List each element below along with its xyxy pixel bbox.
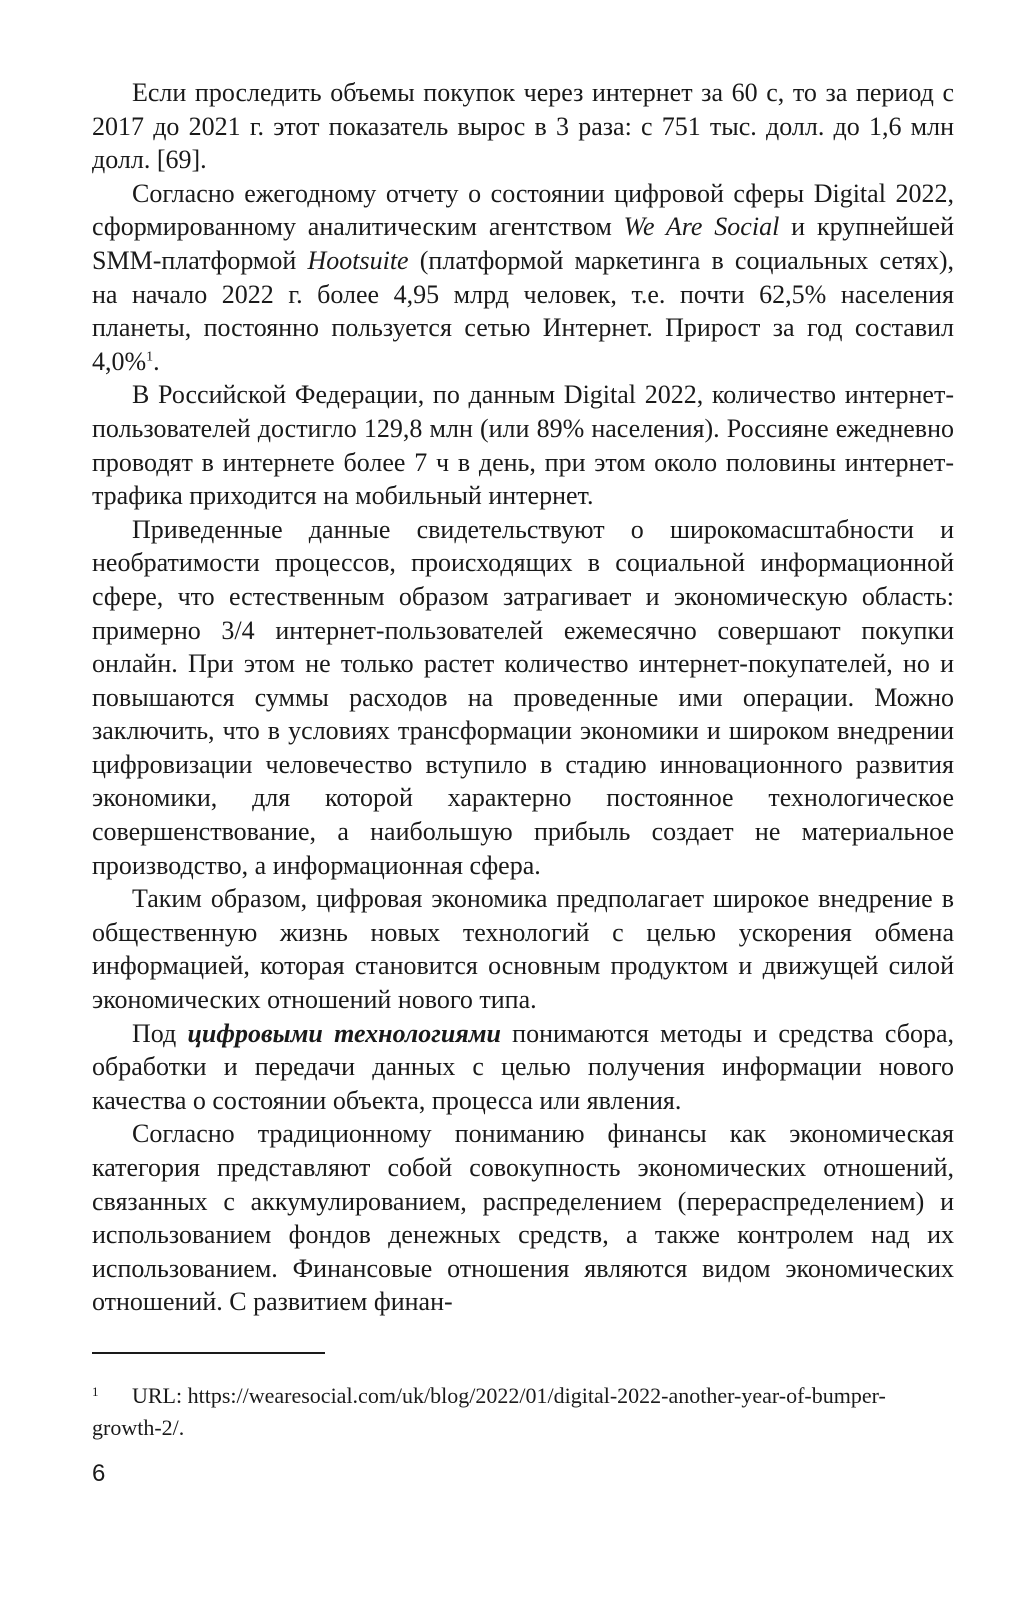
paragraph-1: Если проследить объемы покупок через интернет за 60 с, то за период с 2017 до 2021 г. этот показатель вырос в 3 раза: с 751 тыс. долл. до 1,6 млн долл. [69]. <box>92 78 954 175</box>
paragraph-2-text-c: и крупнейшей SMM-платформой <box>92 212 954 275</box>
paragraph-2-text-e: (платформой маркетинга в социальных сетях), на начало 2022 г. более 4,95 млрд человек, т.е. почти 62,5% населения планеты, постоянно пользуется сетью Интернет. Прирост за год составил 4,0% <box>92 245 954 376</box>
footnote-number: 1 <box>92 1384 99 1399</box>
paragraph-2-text-a: Согласно ежегодному отчету о состоянии цифровой сферы Digital 2022, сформированному аналитическим агентством <box>92 178 954 242</box>
footnote-divider <box>92 1352 325 1354</box>
page-number: 6 <box>92 1460 106 1487</box>
hootsuite-name: Hootsuite <box>307 245 409 275</box>
paragraph-6 <box>92 1017 954 1118</box>
term-digital-technologies: цифровыми технологиями <box>187 1018 501 1048</box>
paragraph-5: Таким образом, цифровая экономика предполагает широкое внедрение в общественную жизнь новых технологий с целью ускорения обмена информацией, которая становится основным продуктом и движущей силой экономических отношений нового типа. <box>92 884 954 1015</box>
paragraph-6-text-a: Под <box>132 1018 188 1048</box>
paragraph-3: В Российской Федерации, по данным Digital 2022, количество интернет-пользователей достигло 129,8 млн (или 89% населения). Россияне ежедневно проводят в интернете более 7 ч в день, при этом около половины интернет-трафика приходится на мобильный интернет. <box>92 380 954 511</box>
footnote-reference[interactable]: 1 <box>146 349 154 365</box>
paragraph-2 <box>92 177 954 379</box>
page-body <box>92 76 954 1319</box>
paragraph-6-text-c: понимаются методы и средства сбора, обработки и передачи данных с целью получения информации нового качества о состоянии объекта, процесса или явления. <box>92 1018 954 1115</box>
paragraph-7: Согласно традиционному пониманию финансы как экономическая категория представляют собой совокупность экономических отношений, связанных с аккумулированием, распределением (перераспределением) и использованием фондов денежных средств, а также контролем над их использованием. Финансовые отношения являются видом экономических отношений. С развитием финан- <box>92 1119 954 1317</box>
we-are-social-name: We Are Social <box>623 212 780 242</box>
paragraph-2-text-f: . <box>153 346 160 376</box>
footnote <box>92 1380 954 1444</box>
paragraph-4: Приведенные данные свидетельствуют о широкомасштабности и необратимости процессов, происходящих в социальной информационной сфере, что естественным образом затрагивает и экономическую область: примерно 3/4 интернет-пользователей ежемесячно совершают покупки онлайн. При этом не только растет количество интернет-покупателей, но и повышаются суммы расходов на проведенные ими операции. Можно заключить, что в условиях трансформации экономики и широком внедрении цифровизации человечество вступило в стадию инновационного развития экономики, для которой характерно постоянное технологическое совершенствование, а наибольшую прибыль создает не материальное производство, а информационная сфера. <box>92 514 954 880</box>
footnote-text[interactable]: URL: https://wearesocial.com/uk/blog/2022/01/digital-2022-another-year-of-bumper-growth-2/. <box>92 1383 886 1440</box>
